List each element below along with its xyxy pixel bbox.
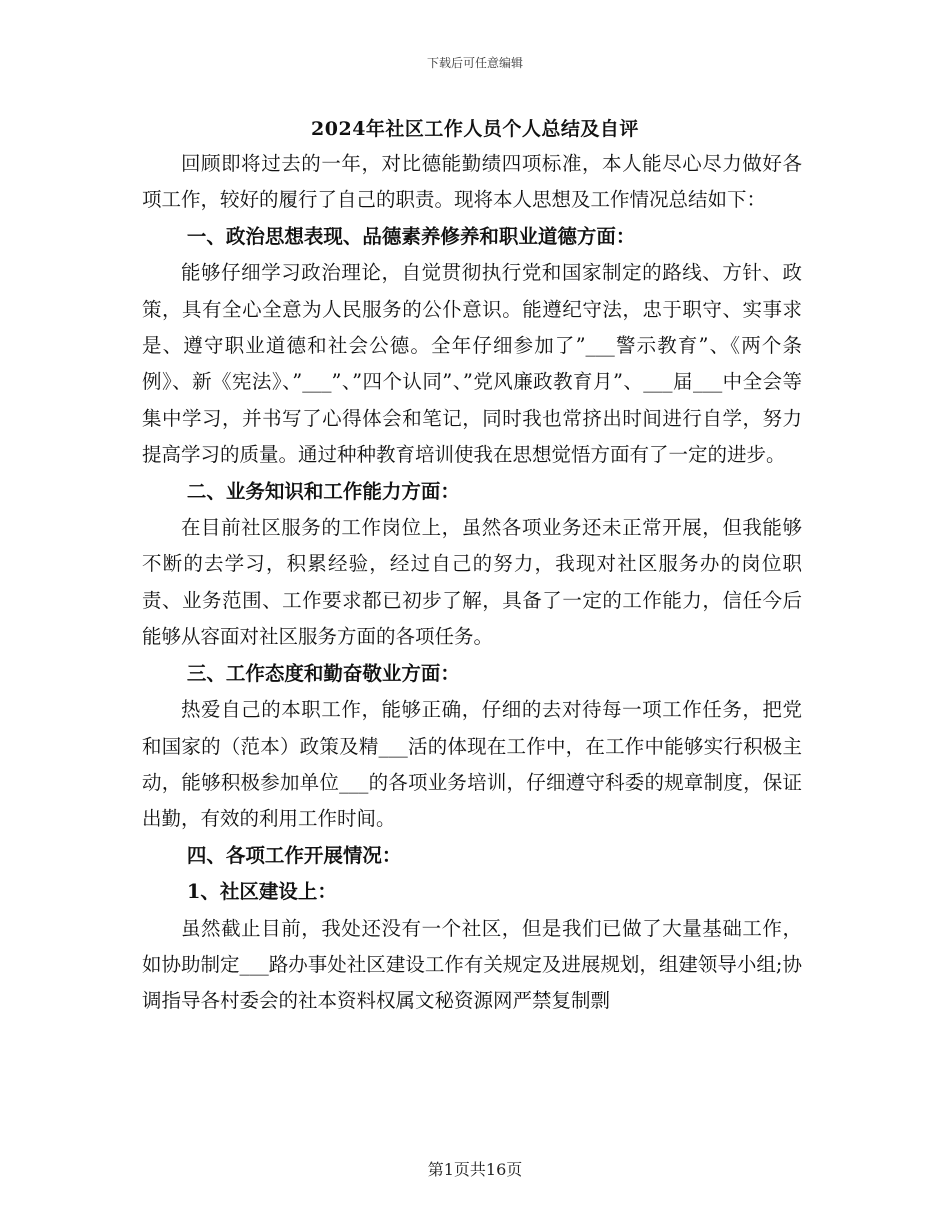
page-footer: 第1页共16页 [427,1160,523,1179]
document-body [142,146,802,1020]
section-heading-4: 四、各项工作开展情况： [186,843,402,867]
page-title: 2024年社区工作人员个人总结及自评 [311,118,639,140]
section-heading-1: 一、政治思想表现、品德素养修养和职业道德方面： [186,224,636,248]
section-heading-3: 三、工作态度和勤奋敬业方面： [186,661,460,685]
subsection-heading-1: 1、社区建设上： [186,880,337,904]
header-note: 下载后可任意编辑 [426,56,523,70]
section-2-paragraph: 在目前社区服务的工作岗位上，虽然各项业务还未正常开展，但我能够不断的去学习，积累经验，经过自己的努力，我现对社区服务办的岗位职责、业务范围、工作要求都已初步了解，具备了一定的工作能力，信任今后能够从容面对社区服务方面的各项任务。 [142,516,802,649]
section-1-paragraph: 能够仔细学习政治理论，自觉贯彻执行党和国家制定的路线、方针、政策，具有全心全意为人民服务的公仆意识。能遵纪守法，忠于职守、实事求是、遵守职业道德和社会公德。全年仔细参加了”___警示教育”、《两个条例》、新《宪法》、”___”、”四个认同”、”党风廉政教育月”、___届___中全会等集中学习，并书写了心得体会和笔记，同时我也常挤出时间进行自学，努力提高学习的质量。通过种种教育培训使我在思想觉悟方面有了一定的进步。 [142,261,802,467]
intro-paragraph: 回顾即将过去的一年，对比德能勤绩四项标准，本人能尽心尽力做好各项工作，较好的履行了自己的职责。现将本人思想及工作情况总结如下： [142,152,802,212]
subsection-1-paragraph: 虽然截止目前，我处还没有一个社区，但是我们已做了大量基础工作，如协助制定___路办事处社区建设工作有关规定及进展规划，组建领导小组;协调指导各村委会的社本资料权属文秘资源网严禁复制剽 [142,916,802,1013]
section-3-paragraph: 热爱自己的本职工作，能够正确，仔细的去对待每一项工作任务，把党和国家的（范本）政策及精___活的体现在工作中，在工作中能够实行积极主动，能够积极参加单位___的各项业务培训，仔细遵守科委的规章制度，保证出勤，有效的利用工作时间。 [142,698,802,831]
section-heading-2: 二、业务知识和工作能力方面： [186,479,460,503]
